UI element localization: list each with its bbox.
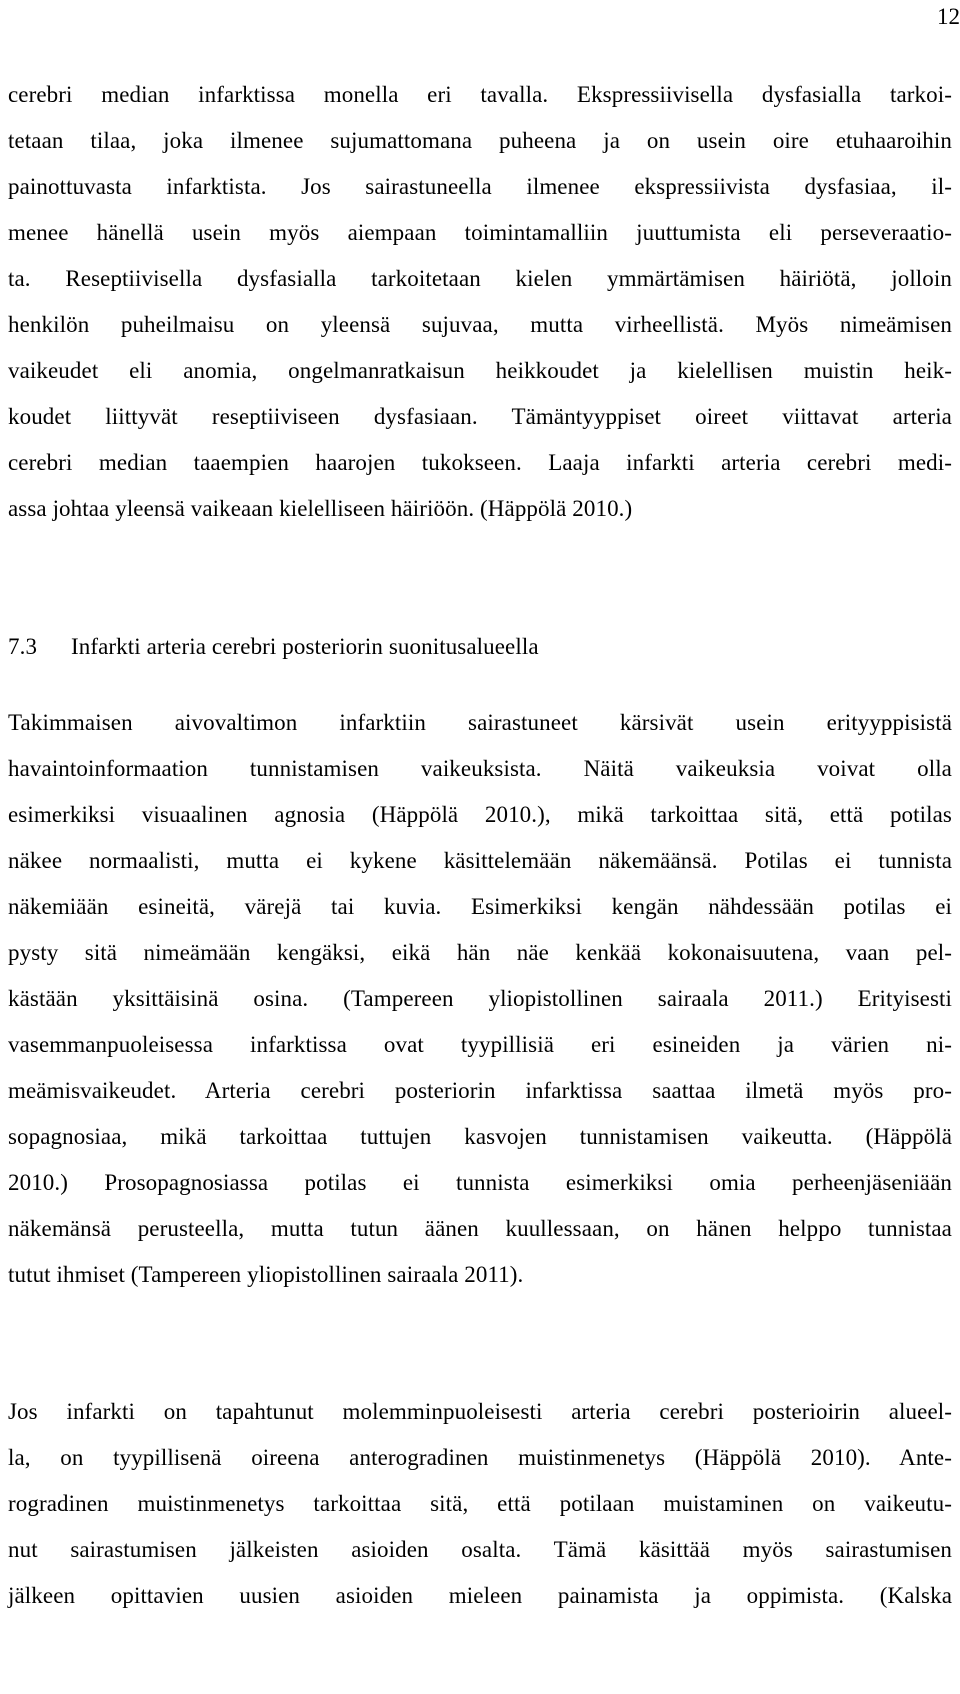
text-line: cerebri median taaempien haarojen tukokseen. Laaja infarkti arteria cerebri medi-	[8, 450, 952, 475]
text-line: 2010.) Prosopagnosiassa potilas ei tunnista esimerkiksi omia perheenjäseniään	[8, 1170, 952, 1195]
text-line: menee hänellä usein myös aiempaan toimintamalliin juuttumista eli perseveraatio-	[8, 220, 952, 245]
text-line: la, on tyypillisenä oireena anterogradinen muistinmenetys (Häppölä 2010). Ante-	[8, 1445, 952, 1470]
text-line: rogradinen muistinmenetys tarkoittaa sitä, että potilaan muistaminen on vaikeutu-	[8, 1491, 952, 1516]
text-line: tutut ihmiset (Tampereen yliopistollinen sairaala 2011).	[8, 1262, 524, 1287]
text-line: esimerkiksi visuaalinen agnosia (Häppölä 2010.), mikä tarkoittaa sitä, että potilas	[8, 802, 952, 827]
text-line: nut sairastumisen jälkeisten asioiden osalta. Tämä käsittää myös sairastumisen	[8, 1537, 952, 1562]
section-heading	[8, 632, 952, 662]
section-number: 7.3	[8, 634, 38, 659]
text-line: jälkeen opittavien uusien asioiden mieleen painamista ja oppimista. (Kalska	[8, 1583, 952, 1608]
text-line: näkee normaalisti, mutta ei kykene käsittelemään näkemäänsä. Potilas ei tunnista	[8, 848, 952, 873]
text-line: vaikeudet eli anomia, ongelmanratkaisun heikkoudet ja kielellisen muistin heik-	[8, 358, 952, 383]
text-line: pysty sitä nimeämään kengäksi, eikä hän näe kenkää kokonaisuutena, vaan pel-	[8, 940, 952, 965]
text-line: henkilön puheilmaisu on yleensä sujuvaa, mutta virheellistä. Myös nimeämisen	[8, 312, 952, 337]
text-line: ta. Reseptiivisella dysfasialla tarkoitetaan kielen ymmärtämisen häiriötä, jolloin	[8, 266, 952, 291]
text-line: sopagnosiaa, mikä tarkoittaa tuttujen kasvojen tunnistamisen vaikeutta. (Häppölä	[8, 1124, 952, 1149]
text-line: Jos infarkti on tapahtunut molemminpuoleisesti arteria cerebri posterioirin alueel-	[8, 1399, 952, 1424]
text-line: kästään yksittäisinä osina. (Tampereen yliopistollinen sairaala 2011.) Erityisesti	[8, 986, 952, 1011]
text-line: Takimmaisen aivovaltimon infarktiin sairastuneet kärsivät usein erityyppisistä	[8, 710, 952, 735]
text-line: koudet liittyvät reseptiiviseen dysfasiaan. Tämäntyyppiset oireet viittavat arteria	[8, 404, 952, 429]
text-line: assa johtaa yleensä vaikeaan kielelliseen häiriöön. (Häppölä 2010.)	[8, 496, 633, 521]
page-number: 12	[937, 4, 960, 29]
text-line: vasemmanpuoleisessa infarktissa ovat tyypillisiä eri esineiden ja värien ni-	[8, 1032, 952, 1057]
text-line: tetaan tilaa, joka ilmenee sujumattomana puheena ja on usein oire etuhaaroihin	[8, 128, 952, 153]
text-line: havaintoinformaation tunnistamisen vaikeuksista. Näitä vaikeuksia voivat olla	[8, 756, 952, 781]
text-line: näkemiään esineitä, värejä tai kuvia. Esimerkiksi kengän nähdessään potilas ei	[8, 894, 952, 919]
text-line: painottuvasta infarktista. Jos sairastuneella ilmenee ekspressiivista dysfasiaa, il-	[8, 174, 952, 199]
text-line: näkemänsä perusteella, mutta tutun äänen kuullessaan, on hänen helppo tunnistaa	[8, 1216, 952, 1241]
section-title: Infarkti arteria cerebri posteriorin suonitusalueella	[71, 634, 539, 659]
text-line: meämisvaikeudet. Arteria cerebri posteriorin infarktissa saattaa ilmetä myös pro-	[8, 1078, 952, 1103]
text-line: cerebri median infarktissa monella eri tavalla. Ekspressiivisella dysfasialla tarkoi-	[8, 82, 952, 107]
